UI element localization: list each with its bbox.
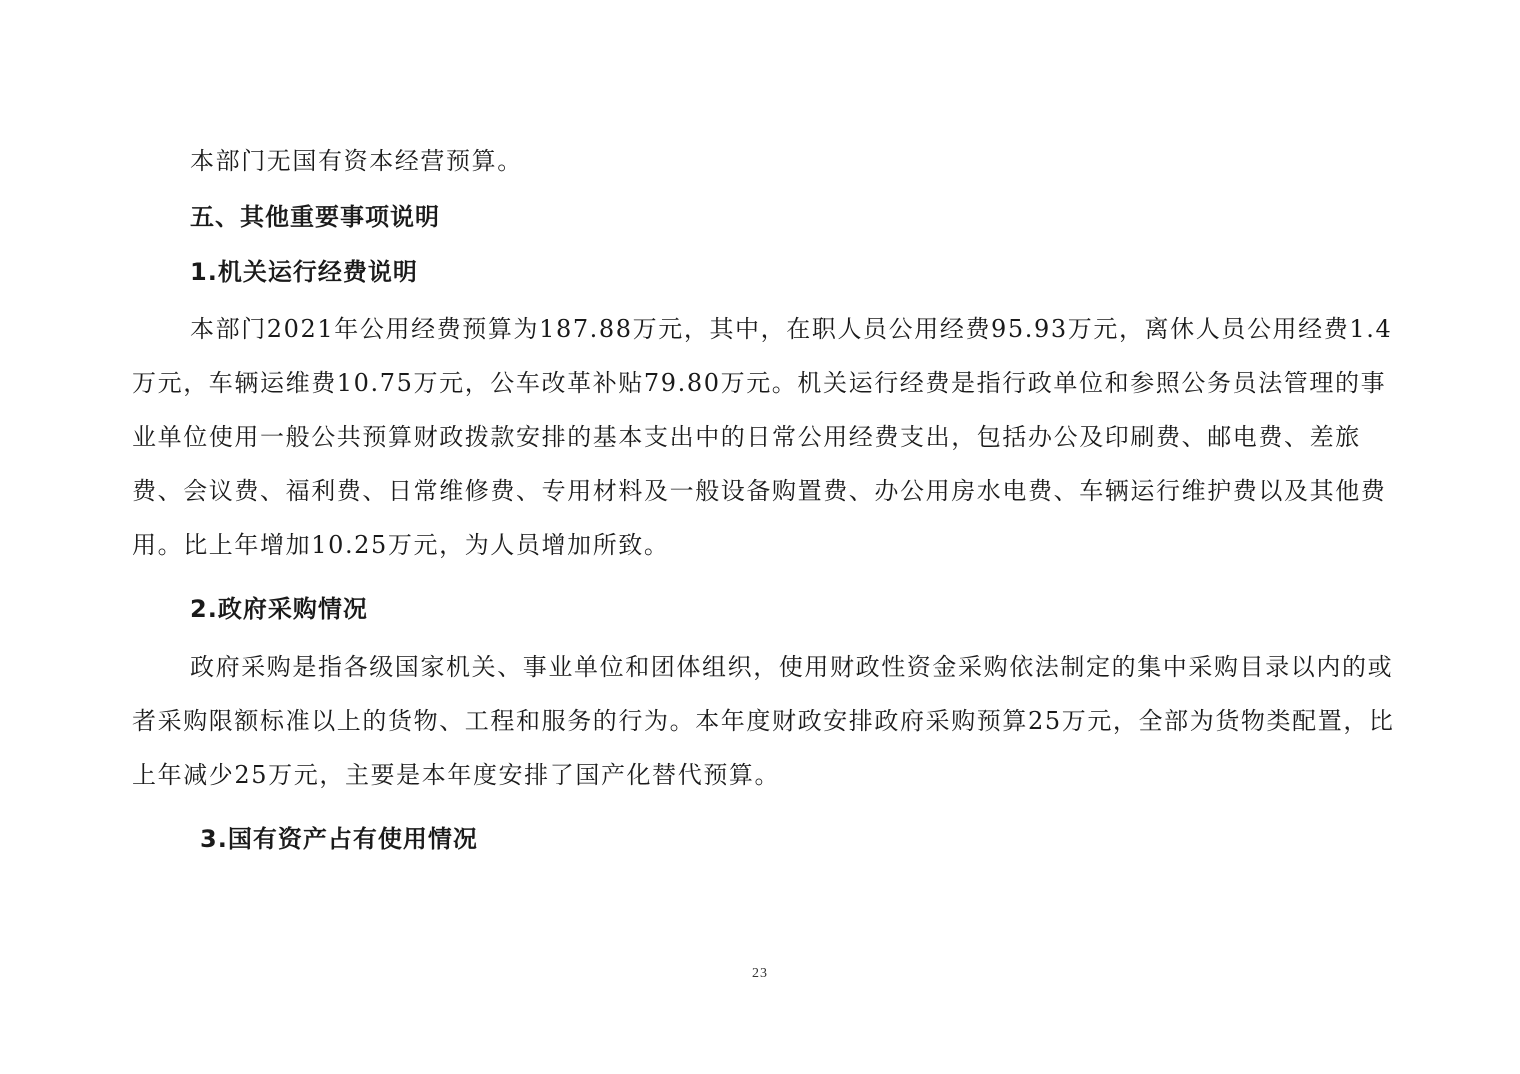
intro-paragraph: 本部门无国有资本经营预算。 <box>190 147 523 175</box>
subsection-heading-operating-costs: 1.机关运行经费说明 <box>190 258 418 286</box>
operating-costs-paragraph: 本部门2021年公用经费预算为187.88万元，其中，在职人员公用经费95.93万元，离休人员公用经费1.4万元，车辆运维费10.75万元，公车改革补贴79.80万元。机关运行经费是指行政单位和参照公务员法管理的事业单位使用一般公共预算财政拨款安排的基本支出中的日常公用经费支出，包括办公及印刷费、邮电费、差旅费、会议费、福利费、日常维修费、专用材料及一般设备购置费、办公用房水电费、车辆运行维护费以及其他费用。比上年增加10.25万元，为人员增加所致。 <box>132 315 1393 559</box>
procurement-paragraph: 政府采购是指各级国家机关、事业单位和团体组织，使用财政性资金采购依法制定的集中采购目录以内的或者采购限额标准以上的货物、工程和服务的行为。本年度财政安排政府采购预算25万元，全部为货物类配置，比上年减少25万元，主要是本年度安排了国产化替代预算。 <box>132 653 1395 789</box>
section-heading: 五、其他重要事项说明 <box>190 203 440 231</box>
subsection-heading-procurement: 2.政府采购情况 <box>190 595 368 623</box>
page-number: 23 <box>752 966 768 981</box>
subsection-heading-state-assets: 3.国有资产占有使用情况 <box>200 825 478 853</box>
